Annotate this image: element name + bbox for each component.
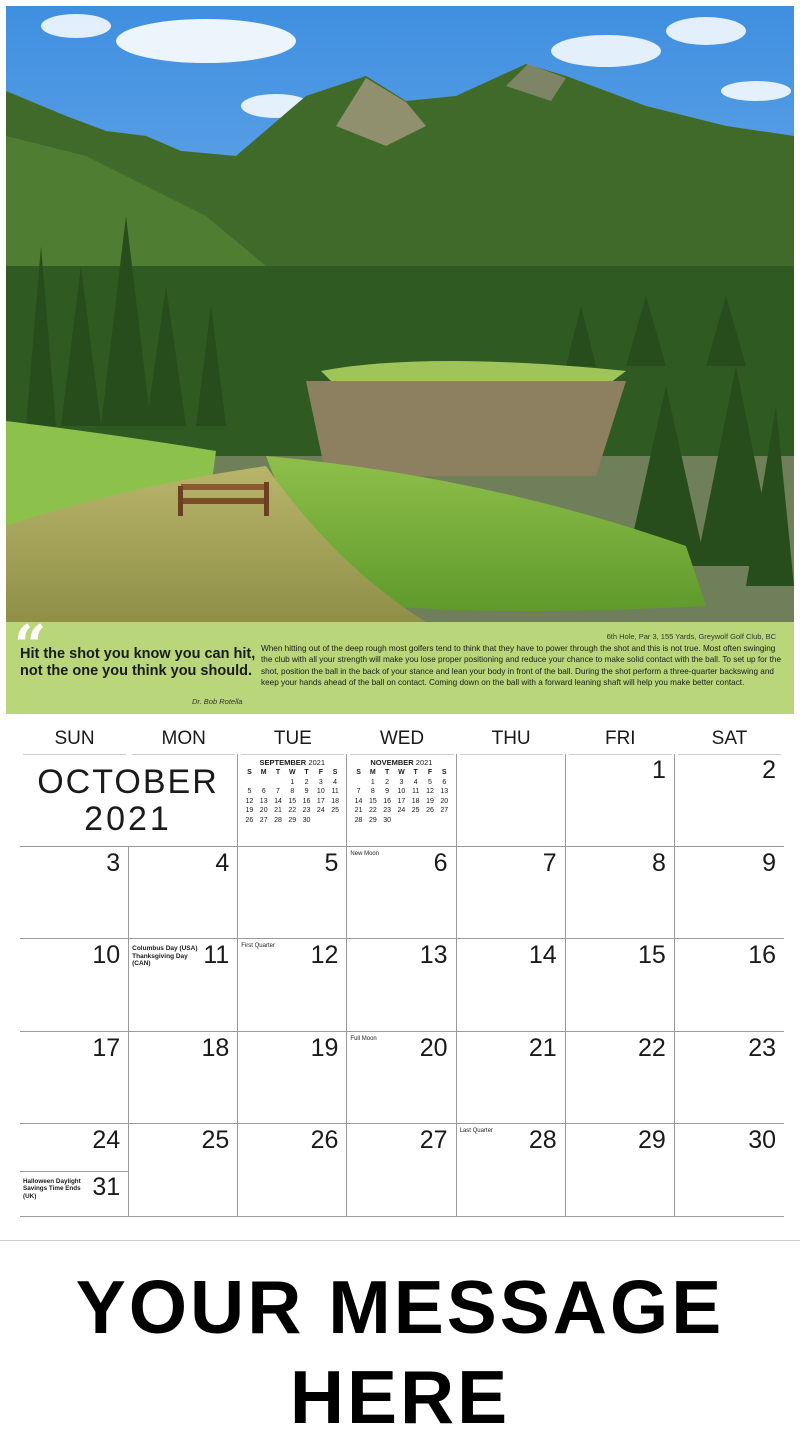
mini-day: 24 [316,807,325,815]
day-cell [20,847,129,940]
day-cell [347,939,456,1032]
day-cell [238,1032,347,1125]
month-name: OCTOBER [37,763,219,801]
mini-week-row [242,816,342,826]
mini-day: 28 [274,816,282,824]
mini-day: 3 [399,778,404,786]
mini-day: 27 [440,807,449,815]
mini-day: 16 [302,797,311,805]
mini-day: 11 [412,788,420,796]
footer-message: YOUR MESSAGE HERE [75,1265,725,1439]
day-cell [566,847,675,940]
mini-day: 15 [288,797,297,805]
mini-day: 30 [383,816,392,824]
mini-month-name: SEPTEMBER [259,758,307,767]
mini-day: 7 [356,788,361,796]
mini-week-row [242,797,342,807]
mini-day: 8 [370,788,375,796]
mini-day [394,816,408,826]
day-number: 18 [201,1033,230,1062]
mini-day: 13 [259,797,268,805]
day-cell [457,1032,566,1125]
mini-day: 18 [411,797,420,805]
day-cell [129,1032,238,1125]
mini-weekday: T [413,769,418,776]
mini-day: 4 [333,778,338,786]
day-cell [347,1032,456,1125]
mini-day: 5 [428,778,432,786]
mini-calendar-prev [242,758,342,826]
day-cell [129,939,238,1032]
mini-weekday: S [356,769,361,776]
mini-weekday: M [260,769,267,776]
mini-weekday: M [369,769,376,776]
day-number: 16 [748,941,776,969]
mini-header-row [351,768,451,778]
mini-day: 9 [385,788,390,796]
moon-phase-note: Full Moon [350,1035,377,1042]
mini-day: 26 [245,816,254,824]
holiday-note: Columbus Day (USA) Thanksgiving Day (CAN) [132,945,198,967]
mini-week-row [351,797,451,807]
mini-day: 19 [245,807,254,815]
mini-day: 20 [440,797,449,805]
day-cell [457,847,566,940]
mini-day: 16 [383,797,392,805]
mini-day: 6 [442,778,447,786]
weekday-tue: TUE [241,724,344,755]
mini-day: 23 [302,807,311,815]
day-number: 28 [528,1126,557,1154]
mini-day: 17 [397,797,406,805]
mini-day: 27 [259,816,268,824]
mini-week-row [351,787,451,797]
mini-day: 8 [290,788,295,796]
mini-month-name: NOVEMBER [370,758,414,767]
mini-week-row [351,816,451,826]
day-cell [675,754,784,847]
mini-day [328,816,342,826]
day-cell [675,847,784,940]
day-number: 7 [542,848,557,877]
mini-week-row [242,778,342,788]
mini-day: 23 [383,807,392,815]
mini-weekday: S [247,769,252,776]
calendar-grid [20,754,784,1217]
day-cell-empty [457,754,566,847]
mini-month-year: 2021 [308,758,326,767]
mini-day: 24 [397,807,406,815]
mini-day: 5 [247,788,252,796]
mini-day: 20 [259,807,268,815]
day-number: 21 [528,1033,557,1062]
weekday-mon: MON [132,724,235,755]
mini-day: 10 [397,788,406,796]
day-number: 17 [92,1033,121,1062]
day-cell [238,847,347,940]
photo-caption: 6th Hole, Par 3, 155 Yards, Greywolf Golf Club, BC [606,632,776,641]
mini-calendar-table [351,768,451,826]
mini-day: 1 [290,778,295,786]
day-cell [675,1032,784,1125]
mini-day [314,816,328,826]
mini-week-row [242,787,342,797]
mini-day: 18 [331,797,340,805]
mini-day: 19 [426,797,434,805]
day-number: 10 [92,941,121,969]
mini-day [257,778,271,788]
mini-day: 15 [368,797,377,805]
day-number: 5 [324,848,339,877]
mini-day: 28 [354,816,363,824]
weekday-sat: SAT [678,724,781,755]
mini-day: 21 [274,807,282,815]
weekday-wed: WED [350,724,453,755]
day-cell-split [20,1124,129,1217]
day-number: 13 [419,941,448,969]
day-cell [566,939,675,1032]
day-cell [20,939,129,1032]
month-title-cell [20,754,238,847]
month-year: 2021 [84,800,172,838]
day-number: 2 [762,756,776,784]
mini-day: 21 [354,807,363,815]
mini-week-row [351,806,451,816]
mini-weekday: T [384,769,390,776]
day-cell [20,1032,129,1125]
mini-day: 30 [302,816,311,824]
day-number: 15 [638,941,666,969]
mini-day [271,778,285,788]
day-number: 23 [748,1033,776,1062]
day-cell [347,847,456,940]
day-cell [675,1124,784,1217]
mini-day: 14 [354,797,363,805]
day-number: 6 [433,848,448,877]
day-number: 26 [310,1126,339,1154]
mini-header-row [242,768,342,778]
mini-month-year: 2021 [415,758,433,767]
day-number: 29 [638,1126,666,1154]
day-cell [566,754,675,847]
mini-weekday: S [441,769,447,776]
day-number: 25 [201,1126,230,1154]
day-number: 9 [762,848,776,877]
mini-day: 2 [385,778,390,786]
mini-day: 1 [370,778,375,786]
mini-day: 25 [331,807,340,815]
mini-calendar-next [351,758,451,826]
day-number: 27 [419,1126,448,1154]
mini-day [409,816,423,826]
mini-weekday: T [304,769,309,776]
day-number: 8 [651,848,666,877]
mini-weekday: S [332,769,338,776]
day-cell [238,1124,347,1217]
day-cell [129,1124,238,1217]
mini-day: 13 [440,788,449,796]
mini-week-row [351,778,451,788]
day-cell [347,1124,456,1217]
next-month-cell [347,754,456,847]
mini-day: 22 [288,807,297,815]
mini-day: 4 [413,778,418,786]
mini-day: 12 [426,788,434,796]
mini-day: 22 [368,807,377,815]
tip-description: When hitting out of the deep rough most golfers tend to think that they have to power through the shot and this is not true. Most often swinging the club with all your strength will make you lose proper positioning and reduce your chance to make solid contact with the ball. To set up for the shot, position the ball in the back of your stance and lean your body in front of the ball. During the shot perform a three-quarter backswing and keep your hands ahead of the ball on contact. Coming down on the ball with a forward leaning shaft will help you make better contact. [261,644,782,687]
split-divider [20,1171,128,1172]
mini-day: 29 [288,816,297,824]
day-number: 22 [638,1033,666,1062]
moon-phase-note: New Moon [350,850,380,857]
mini-day: 3 [318,778,323,786]
mini-day: 14 [274,797,282,805]
mini-day: 12 [245,797,254,805]
quote-author: Dr. Bob Rotella [192,697,243,706]
day-cell [457,1124,566,1217]
mini-day: 2 [304,778,309,786]
day-number: 30 [748,1126,776,1154]
day-number: 31 [92,1173,121,1201]
mini-day: 29 [368,816,377,824]
quote-mark-icon: “ [14,613,47,679]
day-number: 11 [203,941,230,969]
mini-day [351,778,365,788]
mini-day [437,816,451,826]
day-number: 20 [419,1033,448,1062]
day-number: 19 [310,1033,339,1062]
weekday-fri: FRI [569,724,672,755]
weekday-sun: SUN [23,724,126,755]
day-number: 1 [651,756,666,784]
mini-day: 10 [316,788,325,796]
day-cell [457,939,566,1032]
mini-calendar-title [242,758,342,767]
mini-calendar-title [351,758,451,767]
golf-course-photo [6,6,794,622]
mini-calendar-table [242,768,342,826]
mini-weekday: W [288,769,296,776]
mini-day: 17 [316,797,325,805]
day-number: 4 [215,848,230,877]
quote-text: Hit the shot you know you can hit, not the one you think you should. [20,646,256,679]
day-cell [566,1124,675,1217]
mini-day [242,778,256,788]
mini-day: 9 [304,788,309,796]
day-cell [566,1032,675,1125]
mini-day [423,816,437,826]
day-number: 12 [310,941,339,969]
mini-day: 11 [331,788,339,796]
mini-week-row [242,806,342,816]
calendar [20,724,784,1217]
mini-day: 25 [411,807,420,815]
day-cell [238,939,347,1032]
mini-weekday: F [318,769,323,776]
day-number: 24 [92,1126,121,1154]
month-title [20,764,236,838]
footer-divider [0,1240,800,1241]
mini-weekday: W [398,769,405,776]
quote-band [6,613,794,714]
day-number: 14 [528,941,557,969]
prev-month-cell [238,754,347,847]
mini-day: 6 [261,788,266,796]
weekday-header [20,724,784,754]
mini-weekday: F [427,769,433,776]
day-cell [675,939,784,1032]
moon-phase-note: Last Quarter [459,1128,493,1134]
weekday-thu: THU [460,724,563,755]
mini-weekday: T [275,769,281,776]
day-number: 3 [106,848,121,877]
moon-phase-note: First Quarter [241,943,275,949]
day-cell [129,847,238,940]
mini-day: 26 [426,807,434,815]
holiday-note: Halloween Daylight Savings Time Ends (UK) [23,1178,81,1200]
mini-day: 7 [276,788,280,796]
